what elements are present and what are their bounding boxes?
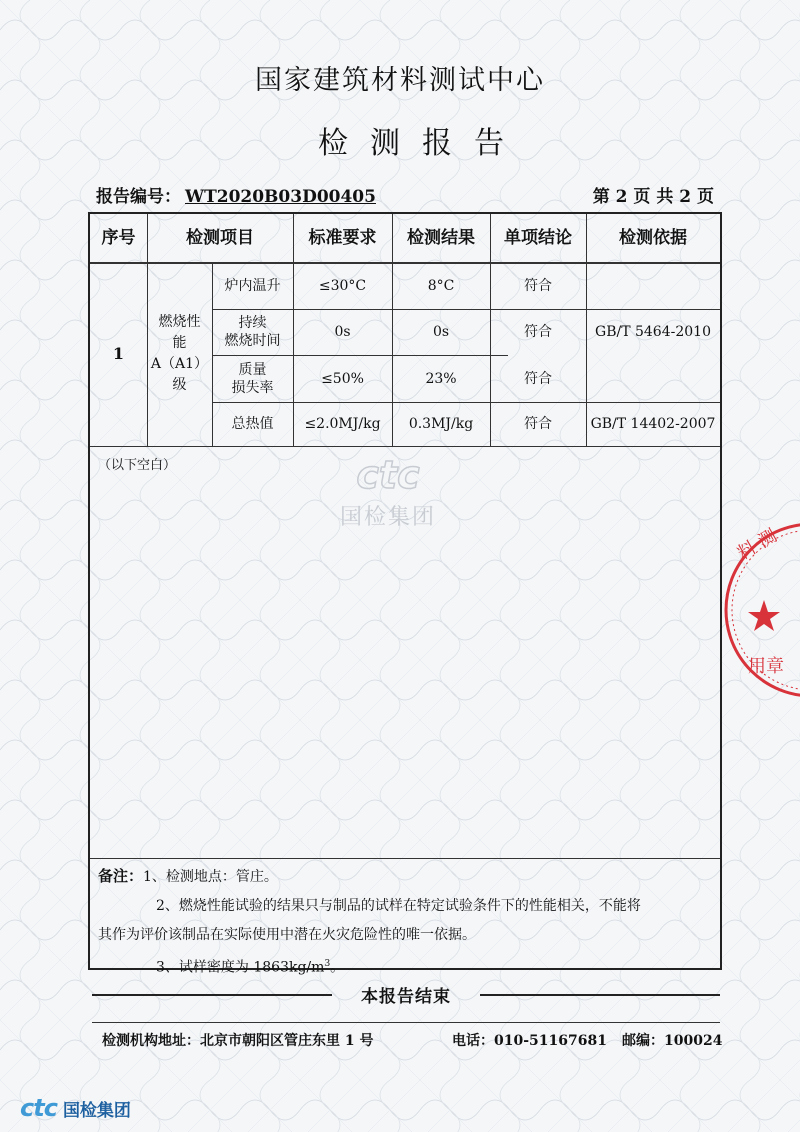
row-seq: 1	[112, 344, 125, 363]
row3-item	[212, 355, 293, 402]
basis-1: GB/T 5464-2010	[595, 324, 711, 340]
category-line: 燃烧性	[158, 314, 201, 330]
report-number-value: WT2020B03D00405	[185, 187, 376, 207]
row4-result: 0.3MJ/kg	[408, 416, 474, 432]
row1-item: 炉内温升	[224, 277, 281, 294]
results-table	[88, 212, 722, 976]
watermark	[318, 456, 458, 531]
row3-conclusion: 符合	[524, 370, 552, 387]
basis-2: GB/T 14402-2007	[590, 416, 716, 432]
category-line: 能	[172, 335, 187, 351]
row2-item-line: 持续	[238, 315, 267, 331]
seal-stamp-icon	[720, 520, 800, 700]
watermark-logo-text: ctc	[356, 456, 420, 494]
category-line: A（A1）	[150, 356, 209, 372]
row4-item: 总热值	[231, 416, 274, 432]
row2-conclusion: 符合	[524, 324, 552, 340]
org-title: 国家建筑材料测试中心	[255, 65, 545, 96]
remark-3-end: 。	[330, 959, 345, 976]
company-logo	[20, 1094, 131, 1122]
remark-3-text: 3、试样密度为 1863kg/m	[156, 959, 325, 976]
row2-item	[212, 309, 293, 355]
remark-2b: 其作为评价该制品在实际使用中潜在火灾危险性的唯一依据。	[98, 927, 476, 943]
row2-item-line: 燃烧时间	[224, 333, 281, 349]
row3-result: 23%	[425, 370, 457, 387]
remarks-label: 备注：	[98, 867, 144, 885]
category-line: 级	[172, 377, 187, 393]
page-info: 第 2 页 共 2 页	[592, 187, 714, 207]
row3-item-line: 质量	[238, 361, 267, 378]
row1-result: 8°C	[427, 277, 455, 294]
row2-result: 0s	[432, 324, 450, 340]
row1-conclusion: 符合	[524, 277, 552, 294]
row2-requirement: 0s	[334, 324, 351, 340]
logo-mark-icon: ctc	[20, 1094, 57, 1122]
doc-title: 检测报告	[318, 126, 526, 161]
remark-2a: 2、燃烧性能试验的结果只与制品的试样在特定试验条件下的性能相关，不能将	[156, 898, 641, 914]
watermark-text: 国检集团	[339, 505, 436, 530]
logo-name: 国检集团	[62, 1100, 131, 1121]
category-cell	[147, 262, 212, 446]
row3-item-line: 损失率	[231, 379, 274, 396]
seal-text-top: 料 测	[734, 525, 781, 565]
report-end-text: 本报告结束	[361, 987, 451, 1007]
row4-requirement: ≤2.0MJ/kg	[304, 416, 381, 432]
row1-requirement: ≤30°C	[318, 277, 367, 294]
footer-postcode: 邮编：100024	[622, 1033, 723, 1049]
header-requirement: 标准要求	[308, 228, 377, 248]
report-number-label: 报告编号：	[96, 187, 181, 207]
footer-phone: 电话：010-51167681	[452, 1033, 607, 1049]
header-result: 检测结果	[407, 228, 475, 248]
report-end	[92, 980, 720, 1008]
watermark-logo-icon	[333, 456, 443, 494]
blank-below-note: （以下空白）	[98, 458, 177, 473]
row3-requirement: ≤50%	[321, 370, 364, 387]
remark-3-superscript: 3	[324, 959, 331, 969]
header-basis: 检测依据	[619, 228, 687, 248]
row4-conclusion: 符合	[524, 416, 552, 432]
header-conclusion: 单项结论	[504, 228, 572, 248]
report-number	[96, 182, 376, 207]
remark-1: 1、检测地点：管庄。	[143, 869, 278, 885]
footer-address: 检测机构地址：北京市朝阳区管庄东里 1 号	[102, 1033, 374, 1049]
header-item: 检测项目	[186, 228, 254, 248]
seal-text-bottom: 用章	[748, 656, 784, 677]
header-seq: 序号	[101, 228, 136, 248]
remark-3	[98, 950, 718, 983]
remarks	[98, 862, 718, 983]
